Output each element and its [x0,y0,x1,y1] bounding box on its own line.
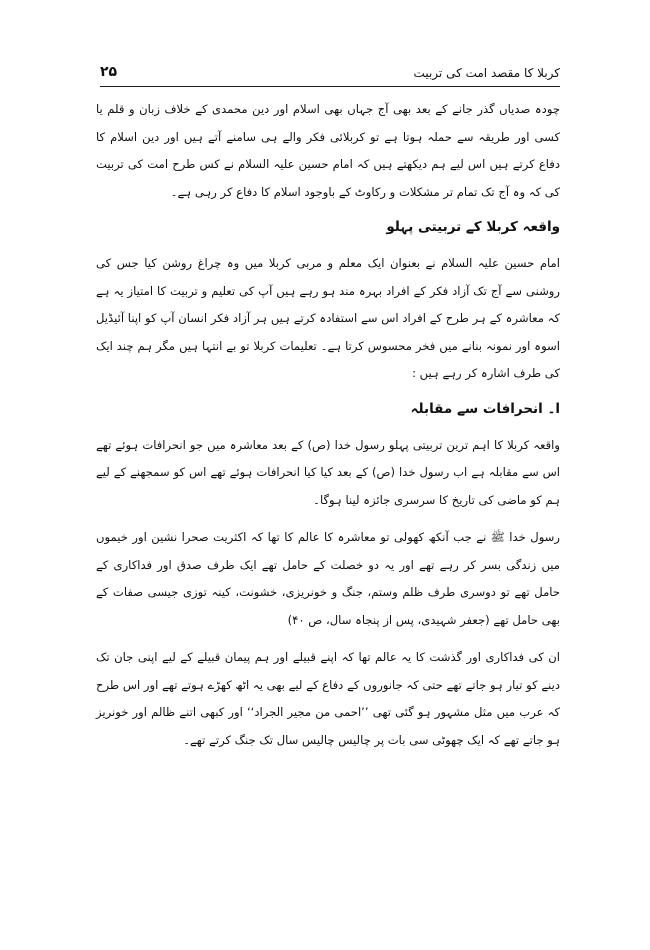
paragraph-2: امام حسین علیہ السلام نے بعنوان ایک معلم و مربی کربلا میں وہ چراغ روشن کیا جس کی روشنی سے آج تک آزاد فکر کے افراد بہرہ مند ہو رہے ہیں آپ کی تعلیم و تربیت کا امتیاز یہ ہے کہ معاشرہ کے ہر طرح کے افراد اس سے استفادہ کرتے ہیں ہر آزاد فکر انسان آپ کو اپنا آئیڈیل اسوہ اور نمونہ بنانے میں فخر محسوس کرتا ہے۔ تعلیمات کربلا تو بے انتہا ہیں مگر ہم چند ایک کی طرف اشارہ کر رہے ہیں : [96,256,560,380]
section-heading-training-aspects: واقعہ کربلا کے تربیتی پہلو [386,219,560,235]
section-heading-deviations: ا۔ انحرافات سے مقابلہ [410,400,560,417]
page-number: ۲۵ [100,64,118,80]
paragraph-3: واقعہ کربلا کا اہم ترین تربیتی پہلو رسول خدا (ص) کے بعد معاشرہ میں جو انحرافات ہوئے تھے اس سے مقابلہ ہے اب رسول خدا (ص) کے بعد کیا کیا انحرافات ہوئے تھے اس کو سمجھنے کے لیے ہم کو ماضی کی تاریخ کا سرسری جائزہ لینا ہوگا۔ [96,437,560,507]
paragraph-5: ان کی فداکاری اور گذشت کا یہ عالم تھا کہ اپنے قبیلے اور ہم پیمان قبیلے کے لیے اپنی جان تک دینے کو تیار ہو جاتے تھے حتی کہ جانوروں کے دفاع کے لیے بھی یہ اٹھ کھڑے ہوتے تھے اور اس طرح کہ عرب میں مثل مشہور ہو گئی تھی ’’احمی من مجیر الجراد‘‘ اور کبھی اتنے ظالم اور خونریز ہو جاتے تھے کہ ایک چھوٹی سی بات پر چالیس چالیس سال تک جنگ کرتے تھے۔ [96,650,560,747]
page-header [100,64,560,87]
paragraph-4: رسول خدا ﷺ نے جب آنکھ کھولی تو معاشرہ کا عالم کا تھا کہ اکثریت صحرا نشین اور خیموں میں زندگی بسر کر رہے تھے اور یہ دو خصلت کے حامل تھے ایک طرف صدق اور فداکاری کے حامل تھے تو دوسری طرف ظلم وستم، جنگ و خونریزی، خشونت، کینہ توزی جیسی صفات کے بھی حامل تھے (جعفر شہیدی، پس از پنجاہ سال، ص ۴۰) [96,530,560,627]
running-title: کربلا کا مقصد امت کی تربیت [413,66,560,80]
page-body [96,96,560,764]
paragraph-1: چودہ صدیاں گذر جانے کے بعد بھی آج جہاں بھی اسلام اور دین محمدی کے خلاف زبان و قلم یا کسی اور طریقہ سے حملہ ہوتا ہے تو کربلائی فکر والے ہی سامنے آتے ہیں اور دین اسلام کا دفاع کرتے ہیں اس لیے ہم دیکھتے ہیں کہ امام حسین علیہ السلام نے کس طرح امت کی تربیت کی کہ وہ آج تک تمام تر مشکلات و رکاوٹ کے باوجود اسلام کا دفاع کر رہی ہے۔ [96,102,560,199]
